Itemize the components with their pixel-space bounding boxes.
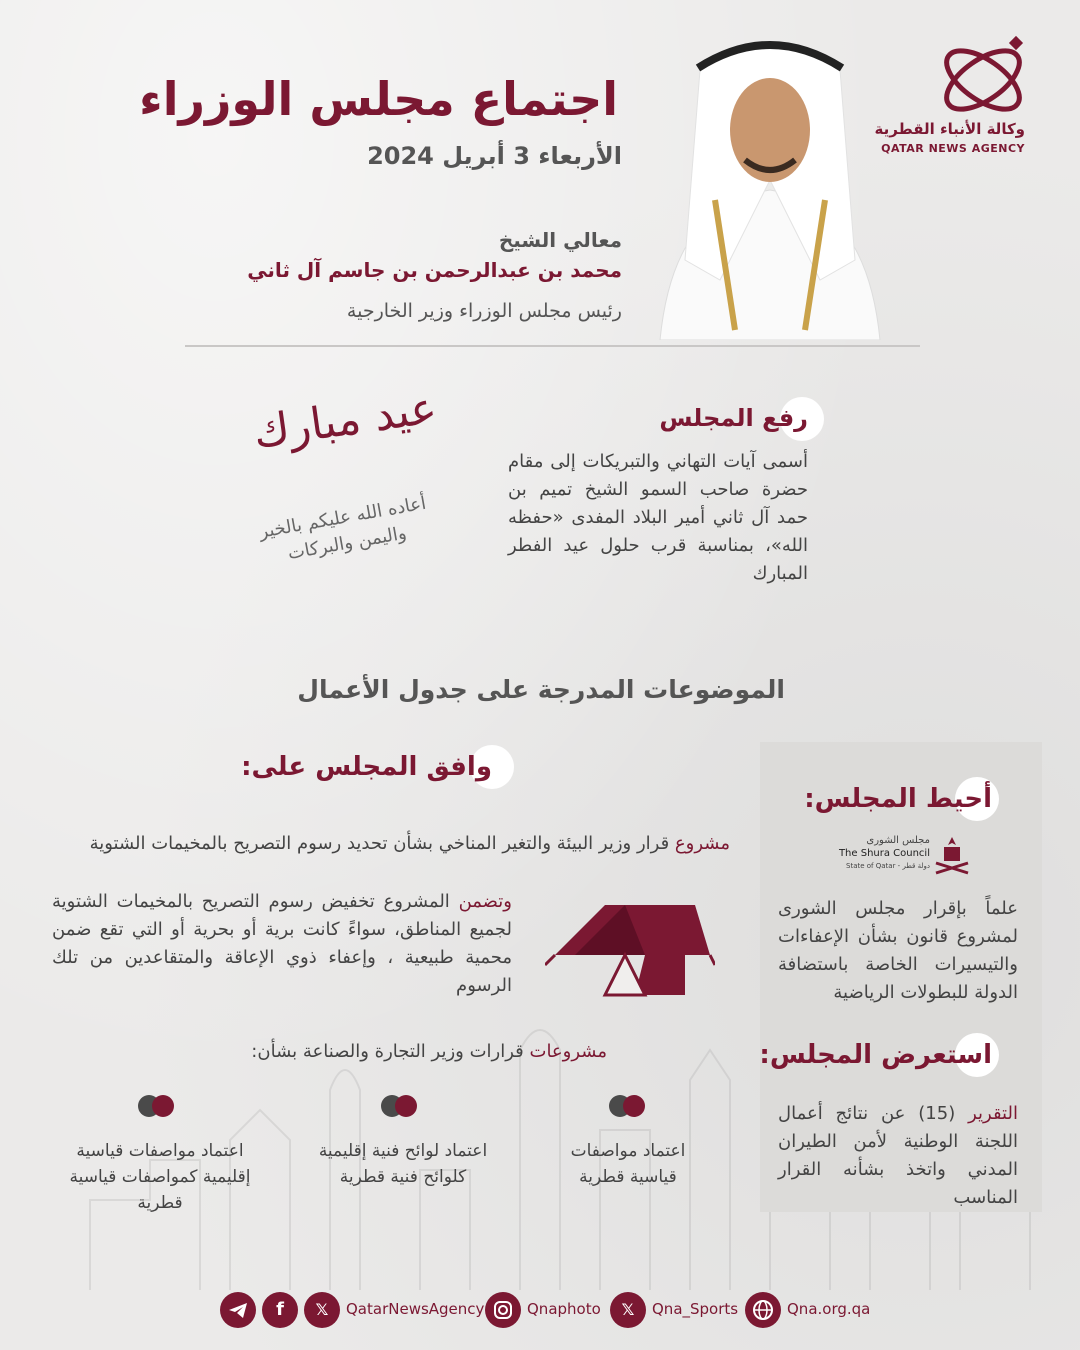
greetings-heading: رفع المجلس [659,404,808,432]
list-item: اعتماد مواصفات قياسية إقليمية كمواصفات قياسية قطرية [69,1141,251,1213]
approved-projects [251,1038,607,1066]
bullet-dots-icon [608,1094,648,1118]
informed-heading: أحيط المجلس: [804,784,992,814]
informed-body: علماً بإقرار مجلس الشورى لمشروع قانون بشأن الإعفاءات والتيسيرات الخاصة باستضافة الدولة للبطولات الرياضية [778,898,1018,1003]
footer-social-bar [220,1290,870,1330]
reviewed-heading: استعرض المجلس: [759,1040,992,1070]
bullet-dots-icon [380,1094,420,1118]
honorific: معالي الشيخ [498,228,622,252]
telegram-icon[interactable] [220,1292,256,1328]
reviewed-body [778,1100,1018,1212]
agenda-heading: الموضوعات المدرجة على جدول الأعمال [297,675,785,704]
globe-icon[interactable] [745,1292,781,1328]
tent-icon [545,885,715,1000]
project-label: مشروع [674,833,730,854]
list-item: اعتماد مواصفات قياسية قطرية [570,1141,686,1187]
shura-state: State of Qatar - دولة قطر [846,862,930,870]
website-link[interactable]: Qna.org.qa [787,1300,871,1318]
bullet-dots-icon [137,1094,177,1118]
calligraphy-main: عيد مبارك [250,382,440,459]
chair-name: محمد بن عبدالرحمن بن جاسم آل ثاني [247,258,622,282]
header-divider [185,345,920,347]
shura-emblem-icon [934,833,970,879]
project-text: قرار وزير البيئة والتغير المناخي بشأن تحديد رسوم التصريح بالمخيمات الشتوية [89,833,670,854]
approved-project [90,830,730,858]
includes-label: وتضمن [458,891,512,912]
portrait-photo [640,30,900,340]
handle-main-link[interactable]: QatarNewsAgency [346,1300,485,1318]
handle-photo-link[interactable]: Qnaphoto [527,1300,601,1318]
logo-arabic-text: وكالة الأنباء القطرية [874,120,1025,138]
qna-logo [874,30,1055,160]
projects-text: قرارات وزير التجارة والصناعة بشأن: [251,1041,524,1062]
facebook-icon[interactable]: f [262,1292,298,1328]
calligraphy-sub: أعاده الله عليكم بالخير واليمن والبركات [257,492,428,565]
approved-heading: وافق المجلس على: [241,752,492,782]
chair-role: رئيس مجلس الوزراء وزير الخارجية [346,300,622,322]
list-item: اعتماد لوائح فنية إقليمية كلوائح فنية قطرية [318,1141,488,1187]
shura-en: The Shura Council [838,848,930,859]
report-text: (15) عن نتائج أعمال اللجنة الوطنية لأمن الطيران المدني واتخذ بشأنه القرار المناسب [778,1103,1018,1208]
eid-calligraphy [240,382,450,600]
logo-english-text: QATAR NEWS AGENCY [881,142,1025,155]
approved-includes [52,888,512,1000]
meeting-date: الأربعاء 3 أبريل 2024 [367,142,622,170]
qna-emblem-icon [905,30,1055,120]
instagram-icon[interactable] [485,1292,521,1328]
shura-ar: مجلس الشورى [866,835,930,846]
x-icon[interactable]: 𝕏 [610,1292,646,1328]
includes-text: المشروع تخفيض رسوم التصريح بالمخيمات الشتوية لجميع المناطق، سواءً كانت برية أو بحرية أو التي تقع ضمن محمية طبيعية ، وإعفاء ذوي الإعاقة والمتقاعدين من تلك الرسوم [52,891,512,996]
page-title: اجتماع مجلس الوزراء [139,72,618,126]
x-icon[interactable]: 𝕏 [304,1292,340,1328]
projects-label: مشروعات [529,1041,607,1062]
report-label: التقرير [968,1103,1018,1124]
greetings-body: أسمى آيات التهاني والتبريكات إلى مقام حضرة صاحب السمو الشيخ تميم بن حمد آل ثاني أمير البلاد المفدى «حفظه الله»، بمناسبة قرب حلول عيد الفطر المبارك [508,451,808,584]
shura-council-logo [835,833,970,883]
handle-sports-link[interactable]: Qna_Sports [652,1300,739,1318]
